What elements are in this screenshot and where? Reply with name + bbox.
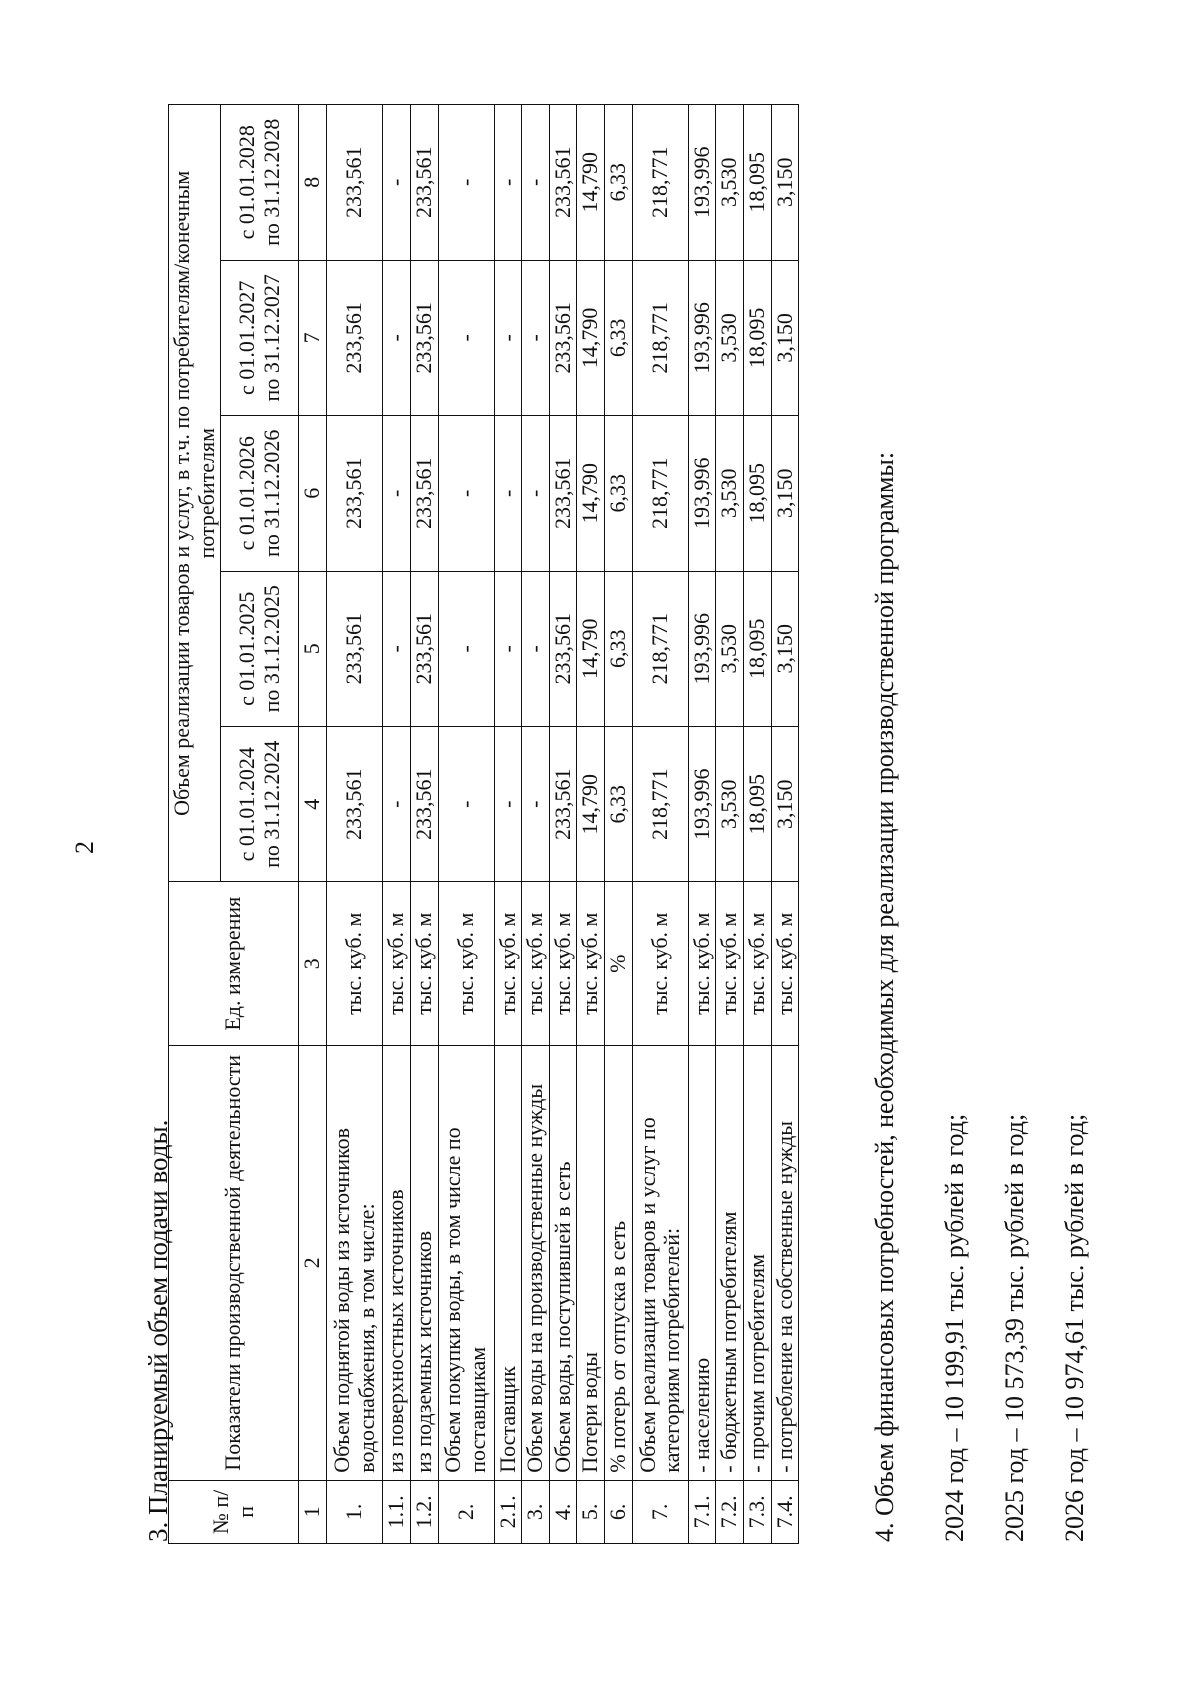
table-row — [327, 105, 383, 1544]
row-value: 3,530 — [716, 416, 744, 571]
row-indicator: Объем поднятой воды из источников водоснабжения, в том числе: — [327, 1045, 383, 1480]
row-unit: тыс. куб. м — [632, 882, 688, 1045]
row-number: 6. — [605, 1480, 633, 1543]
row-value: - — [383, 260, 411, 415]
row-value: - — [494, 416, 522, 571]
row-value: - — [522, 105, 550, 261]
row-number: 7.4. — [771, 1480, 799, 1543]
row-value: - — [383, 416, 411, 571]
row-unit: тыс. куб. м — [716, 882, 744, 1045]
row-unit: % — [605, 882, 633, 1045]
row-value: 18,095 — [743, 571, 771, 726]
table-row — [632, 105, 688, 1544]
row-unit: тыс. куб. м — [771, 882, 799, 1045]
column-number: 1 — [299, 1480, 327, 1543]
row-indicator: - прочим потребителям — [743, 1045, 771, 1480]
finance-line-2025: 2025 год – 10 573,39 тыс. рублей в год; — [1000, 1113, 1029, 1542]
row-value: 233,561 — [327, 571, 383, 726]
row-value: 14,790 — [577, 416, 605, 571]
column-number: 3 — [299, 882, 327, 1045]
row-number: 2.1. — [494, 1480, 522, 1543]
finance-line-2026: 2026 год – 10 974,61 тыс. рублей в год; — [1060, 1113, 1089, 1542]
row-number: 3. — [522, 1480, 550, 1543]
row-value: 233,561 — [410, 260, 438, 415]
row-value: - — [494, 105, 522, 261]
section-3-title: 3. Планируемый объем подачи воды. — [143, 1119, 173, 1542]
row-number: 5. — [577, 1480, 605, 1543]
row-value: 14,790 — [577, 727, 605, 882]
row-value: - — [438, 416, 494, 571]
row-value: 6,33 — [605, 260, 633, 415]
row-value: 218,771 — [632, 571, 688, 726]
row-value: - — [522, 571, 550, 726]
row-value: 193,996 — [688, 260, 716, 415]
row-value: - — [494, 260, 522, 415]
table-row — [743, 105, 771, 1544]
row-number: 1.2. — [410, 1480, 438, 1543]
finance-line-2024: 2024 год – 10 199,91 тыс. рублей в год; — [940, 1113, 969, 1542]
row-value: - — [383, 571, 411, 726]
row-value: 233,561 — [410, 416, 438, 571]
page-number: 2 — [70, 841, 99, 854]
table-row — [410, 105, 438, 1544]
row-value: 233,561 — [410, 727, 438, 882]
row-value: 3,150 — [771, 105, 799, 261]
row-unit: тыс. куб. м — [743, 882, 771, 1045]
row-value: - — [522, 260, 550, 415]
header-indicator: Показатели производственной деятельности — [169, 1045, 299, 1480]
table-row — [688, 105, 716, 1544]
row-value: 3,150 — [771, 416, 799, 571]
row-value: 14,790 — [577, 571, 605, 726]
row-value: 193,996 — [688, 571, 716, 726]
row-value: 14,790 — [577, 260, 605, 415]
row-indicator: Объем воды, поступившей в сеть — [549, 1045, 577, 1480]
row-value: 233,561 — [549, 571, 577, 726]
column-number: 2 — [299, 1045, 327, 1480]
row-value: 218,771 — [632, 727, 688, 882]
row-value: 233,561 — [410, 571, 438, 726]
row-value: 18,095 — [743, 105, 771, 261]
row-value: 233,561 — [327, 260, 383, 415]
row-value: 6,33 — [605, 571, 633, 726]
row-indicator: Потери воды — [577, 1045, 605, 1480]
row-unit: тыс. куб. м — [522, 882, 550, 1045]
header-period: с 01.01.2028 по 31.12.2028 — [221, 105, 299, 261]
row-value: 3,530 — [716, 571, 744, 726]
row-value: 3,150 — [771, 260, 799, 415]
row-value: - — [438, 571, 494, 726]
table-row — [383, 105, 411, 1544]
column-number-row — [299, 105, 327, 1544]
row-value: 218,771 — [632, 105, 688, 261]
row-value: 233,561 — [327, 416, 383, 571]
row-number: 7. — [632, 1480, 688, 1543]
table-row — [438, 105, 494, 1544]
header-period: с 01.01.2027 по 31.12.2027 — [221, 260, 299, 415]
table-row — [605, 105, 633, 1544]
row-unit: тыс. куб. м — [549, 882, 577, 1045]
row-unit: тыс. куб. м — [410, 882, 438, 1045]
row-unit: тыс. куб. м — [688, 882, 716, 1045]
row-indicator: Объем покупки воды, в том числе по поставщикам — [438, 1045, 494, 1480]
row-number: 2. — [438, 1480, 494, 1543]
row-value: - — [438, 105, 494, 261]
column-number: 6 — [299, 416, 327, 571]
row-number: 4. — [549, 1480, 577, 1543]
row-indicator: из подземных источников — [410, 1045, 438, 1480]
row-value: 18,095 — [743, 416, 771, 571]
row-indicator: % потерь от отпуска в сеть — [605, 1045, 633, 1480]
header-unit: Ед. измерения — [169, 882, 299, 1045]
row-unit: тыс. куб. м — [494, 882, 522, 1045]
row-unit: тыс. куб. м — [438, 882, 494, 1045]
row-value: 218,771 — [632, 260, 688, 415]
row-indicator: - бюджетным потребителям — [716, 1045, 744, 1480]
row-indicator: Поставщик — [494, 1045, 522, 1480]
table-row — [771, 105, 799, 1544]
row-value: 218,771 — [632, 416, 688, 571]
row-value: 233,561 — [549, 727, 577, 882]
header-group: Объем реализации товаров и услуг, в т.ч. по потребителям/конечным потребителям — [169, 105, 221, 883]
row-value: 233,561 — [549, 260, 577, 415]
header-period: с 01.01.2024 по 31.12.2024 — [221, 727, 299, 882]
row-value: - — [494, 571, 522, 726]
row-indicator: из поверхностных источников — [383, 1045, 411, 1480]
table-row — [522, 105, 550, 1544]
row-value: - — [522, 727, 550, 882]
table-row — [494, 105, 522, 1544]
row-number: 1.1. — [383, 1480, 411, 1543]
row-indicator: Объем реализации товаров и услуг по категориям потребителей: — [632, 1045, 688, 1480]
row-indicator: Объем воды на производственные нужды — [522, 1045, 550, 1480]
row-indicator: - населению — [688, 1045, 716, 1480]
row-value: 18,095 — [743, 727, 771, 882]
row-unit: тыс. куб. м — [577, 882, 605, 1045]
column-number: 7 — [299, 260, 327, 415]
row-unit: тыс. куб. м — [327, 882, 383, 1045]
row-value: - — [383, 727, 411, 882]
row-value: 3,150 — [771, 727, 799, 882]
table-row — [577, 105, 605, 1544]
row-number: 1. — [327, 1480, 383, 1543]
header-period: с 01.01.2026 по 31.12.2026 — [221, 416, 299, 571]
row-value: 233,561 — [327, 727, 383, 882]
table-row — [716, 105, 744, 1544]
row-value: 3,530 — [716, 105, 744, 261]
row-unit: тыс. куб. м — [383, 882, 411, 1045]
row-value: 193,996 — [688, 416, 716, 571]
column-number: 5 — [299, 571, 327, 726]
row-value: 3,530 — [716, 260, 744, 415]
row-number: 7.2. — [716, 1480, 744, 1543]
column-number: 4 — [299, 727, 327, 882]
row-value: 18,095 — [743, 260, 771, 415]
column-number: 8 — [299, 105, 327, 261]
row-value: 193,996 — [688, 105, 716, 261]
row-value: 3,150 — [771, 571, 799, 726]
row-value: 233,561 — [549, 416, 577, 571]
row-value: 14,790 — [577, 105, 605, 261]
table-row — [549, 105, 577, 1544]
row-value: - — [383, 105, 411, 261]
row-value: 233,561 — [410, 105, 438, 261]
row-value: 233,561 — [549, 105, 577, 261]
row-value: 6,33 — [605, 416, 633, 571]
row-value: 6,33 — [605, 727, 633, 882]
row-value: - — [522, 416, 550, 571]
row-indicator: - потребление на собственные нужды — [771, 1045, 799, 1480]
header-period: с 01.01.2025 по 31.12.2025 — [221, 571, 299, 726]
row-value: 233,561 — [327, 105, 383, 261]
row-value: - — [438, 260, 494, 415]
row-number: 7.1. — [688, 1480, 716, 1543]
row-value: 6,33 — [605, 105, 633, 261]
row-number: 7.3. — [743, 1480, 771, 1543]
water-supply-volume-table — [168, 104, 799, 1544]
header-num: № п/п — [169, 1480, 299, 1543]
row-value: 3,530 — [716, 727, 744, 882]
row-value: - — [438, 727, 494, 882]
row-value: 193,996 — [688, 727, 716, 882]
section-4-title: 4. Объем финансовых потребностей, необходимых для реализации производственной программы: — [870, 451, 899, 1542]
row-value: - — [494, 727, 522, 882]
